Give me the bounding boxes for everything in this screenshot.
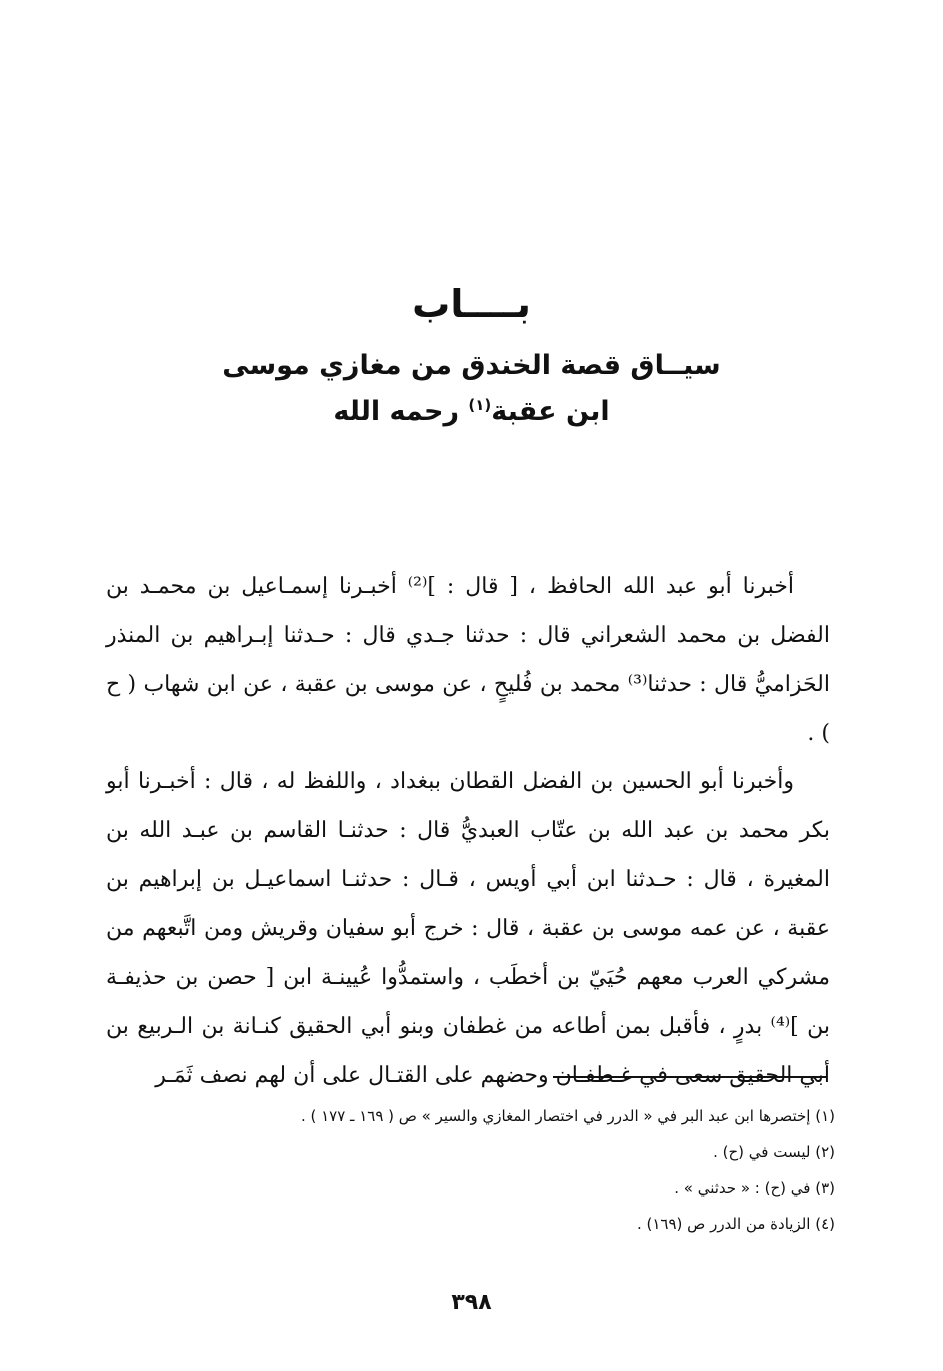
footnote-divider	[553, 1076, 826, 1078]
chapter-title-line-2	[0, 396, 943, 427]
title-text-part-2: رحمه الله	[333, 396, 469, 427]
body-paragraph-2: وأخبرنا أبو الحسين بن الفضل القطان ببغداد ، واللفظ له ، قال : أخبـرنا أبو بكر محمد بن عبد الله بن عتّاب العبديُّ قال : حدثنـا القاسم بن عبـد الله بن المغيرة ، قال : حـدثنا ابن أبي أويس ، قـال : حدثنـا اسماعيـل بن إبراهيم بن عقبة ، عن عمه موسى بن عقبة ، قال : خرج أبو سفيان وقريش ومن اتَّبعهم من مشركي العرب معهم حُيَيّ بن أخطَب ، واستمدُّوا عُيينـة ابن [ حصن بن حذيفـة بن ]⁽⁴⁾ بدرٍ ، فأقبل بمن أطاعه من غطفان وبنو أبي الحقيق كنـانة بن الـربيع بن أبي الحقيق سعى في غـطفـان وحضهم على القتـال على أن لهم نصف ثَمَـر	[106, 769, 830, 1088]
footnote-4: (٤) الزيادة من الدرر ص (١٦٩) .	[636, 1215, 835, 1233]
footnote-marker-1: (١)	[468, 396, 492, 414]
chapter-title-line-1: سيــاق قصة الخندق من مغازي موسى	[222, 350, 721, 381]
footnotes	[135, 1098, 835, 1242]
chapter-heading: بــــاب	[412, 282, 531, 326]
body-paragraph-1: أخبرنا أبو عبد الله الحافظ ، [ قال : ]⁽²⁾ أخبـرنا إسمـاعيل بن محمـد بن الفضل بن محمد الشعراني قال : حدثنا جـدي قال : حـدثنا إبـراهيم بن المنذر الحَزاميُّ قال : حدثنا⁽³⁾ محمد بن فُليحٍ ، عن موسى بن عقبة ، عن ابن شهاب ( ح ) .	[106, 574, 830, 746]
title-text-part-1: ابن عقبة	[491, 396, 610, 427]
page-number: ٣٩٨	[451, 1290, 492, 1315]
footnote-1: (١) إختصرها ابن عبد البر في « الدرر في اختصار المغازي والسير » ص ( ١٦٩ ـ ١٧٧ ) .	[300, 1107, 835, 1125]
footnote-2: (٢) ليست في (ح) .	[713, 1143, 835, 1161]
footnote-3: (٣) في (ح) : « حدثني » .	[674, 1179, 835, 1197]
